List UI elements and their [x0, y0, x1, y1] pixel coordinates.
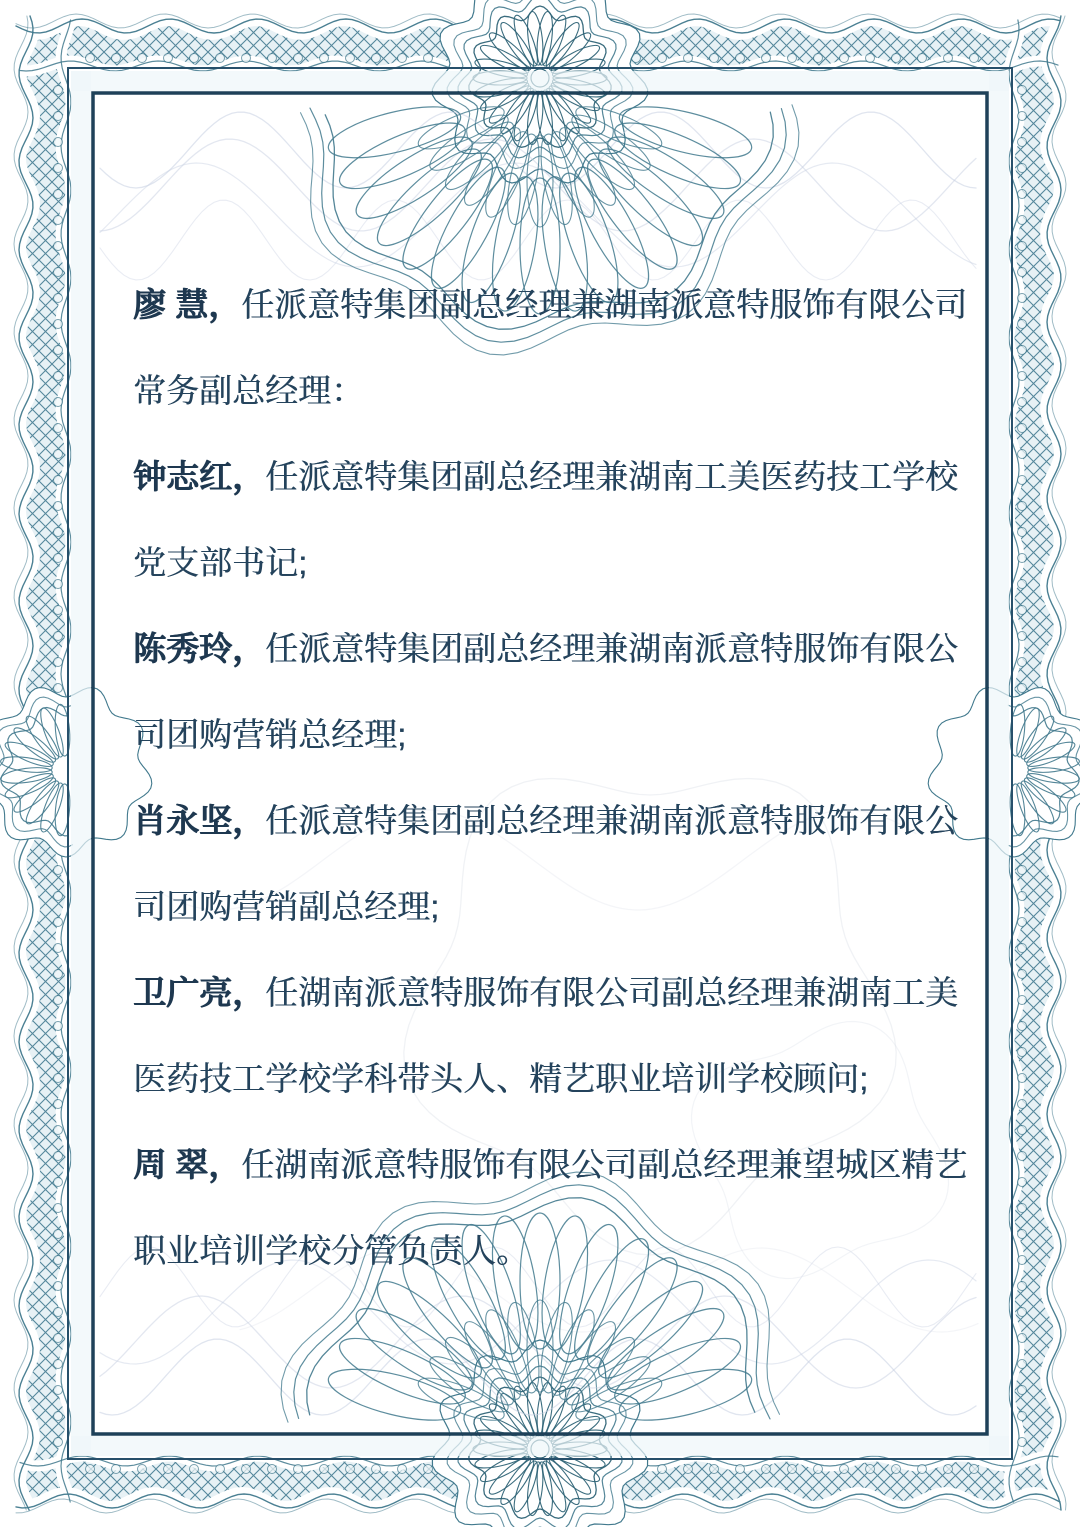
- line-text: 任湖南派意特服饰有限公司副总经理兼湖南工美: [265, 973, 958, 1011]
- person-name: 卫广亮，: [133, 973, 265, 1011]
- text-line: [133, 259, 1003, 345]
- text-line: [133, 1119, 1003, 1205]
- text-line: [133, 861, 1003, 947]
- person-name: 肖永坚，: [133, 801, 265, 839]
- line-text: 医药技工学校学科带头人、精艺职业培训学校顾问;: [133, 1059, 869, 1097]
- text-line: [133, 1205, 1003, 1291]
- line-text: 任派意特集团副总经理兼湖南派意特服饰有限公司: [241, 285, 968, 323]
- line-text: 任湖南派意特服饰有限公司副总经理兼望城区精艺: [241, 1145, 968, 1183]
- text-line: [133, 603, 1003, 689]
- line-text: 任派意特集团副总经理兼湖南派意特服饰有限公: [265, 629, 958, 667]
- text-line: [133, 345, 1003, 431]
- line-text: 任派意特集团副总经理兼湖南派意特服饰有限公: [265, 801, 958, 839]
- line-text: 常务副总经理：: [133, 371, 364, 409]
- text-line: [133, 1033, 1003, 1119]
- person-name: 廖 慧，: [133, 285, 242, 323]
- person-name: 钟志红，: [133, 457, 265, 495]
- text-line: [133, 947, 1003, 1033]
- text-line: [133, 517, 1003, 603]
- line-text: 党支部书记;: [133, 543, 308, 581]
- line-text: 职业培训学校分管负责人。: [133, 1231, 529, 1269]
- text-line: [133, 775, 1003, 861]
- person-name: 周 翠，: [133, 1145, 242, 1183]
- line-text: 司团购营销副总经理;: [133, 887, 440, 925]
- line-text: 任派意特集团副总经理兼湖南工美医药技工学校: [265, 457, 958, 495]
- person-name: 陈秀玲，: [133, 629, 265, 667]
- text-line: [133, 689, 1003, 775]
- line-text: 司团购营销总经理;: [133, 715, 407, 753]
- appointment-text: [133, 259, 1003, 1291]
- text-line: [133, 431, 1003, 517]
